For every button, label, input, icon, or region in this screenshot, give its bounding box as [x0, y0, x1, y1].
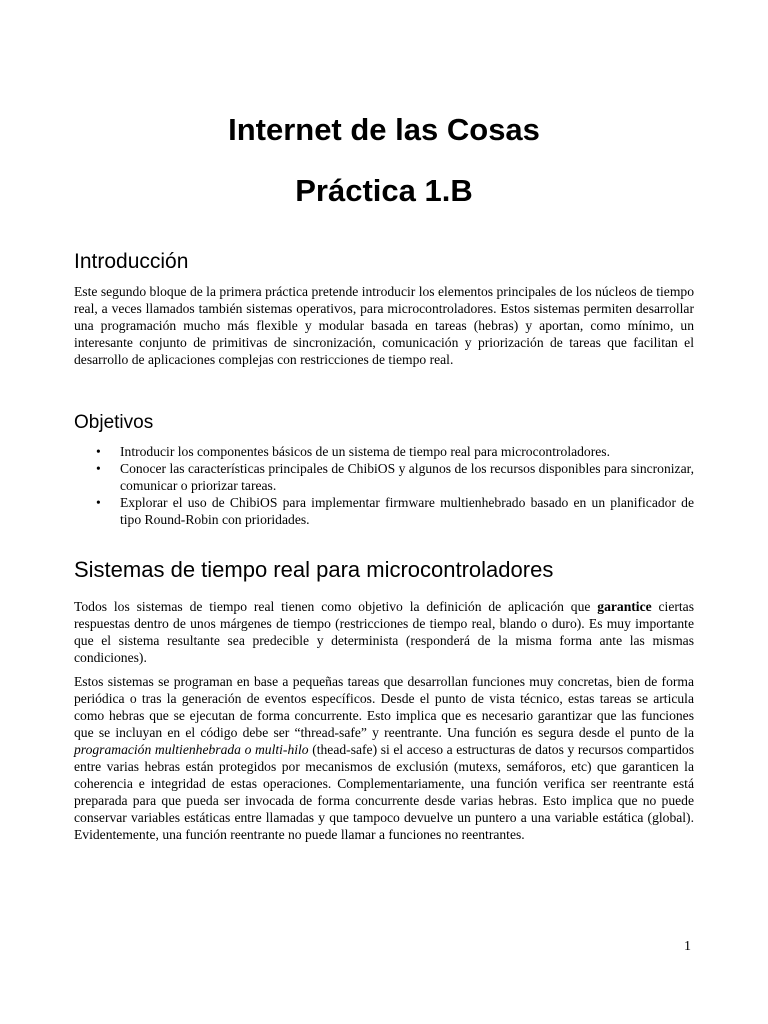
list-item-text: Explorar el uso de ChibiOS para implementar firmware multienhebrado basado en un planificador de tipo Round-Robin con prioridades.: [120, 495, 694, 527]
intro-section: [74, 283, 694, 375]
text-run: (thead-safe) si el acceso a estructuras de datos y recursos compartidos entre varias hebras están protegidos por mecanismos de exclusión (mutexs, semáforos, etc) que garanticen la coherencia e integridad de estas operaciones. Complementariamente, una función verifica ser reentrante está preparada para que pueda ser invocada de forma concurrente desde varias hebras. Esto implica que no puede conservar variables estáticas entre llamadas y que tampoco devuelve un puntero a una variable estática (global). Evidentemente, una función reentrante no puede llamar a funciones no reentrantes.: [74, 742, 694, 842]
intro-paragraph: Este segundo bloque de la primera práctica pretende introducir los elementos principales de los núcleos de tiempo real, a veces llamados también sistemas operativos, para microcontroladores. Estos sistemas permiten desarrollar una programación mucho más flexible y modular basada en tareas (hebras) y aportan, como mínimo, un interesante conjunto de primitivas de sincronización, comunicación y priorización de tareas que facilitan el desarrollo de aplicaciones complejas con restricciones de tiempo real.: [74, 284, 694, 367]
list-item: [74, 494, 694, 528]
text-run: ciertas respuestas dentro de unos márgenes de tiempo (restricciones de tiempo real, blando o duro). Es muy importante que el sistema resultante sea predecible y determinista (responderá de la misma forma ante las mismas condiciones).: [74, 599, 694, 665]
objectives-section: [74, 443, 694, 528]
rtos-paragraph-2: [74, 673, 694, 843]
text-run: Estos sistemas se programan en base a pequeñas tareas que desarrollan funciones muy concretas, bien de forma periódica o tras la generación de eventos específicos. Desde el punto de vista técnico, estas tareas se articula como hebras que se ejecutan de forma concurrente. Esto implica que es necesario garantizar que las funciones que se incluyan en el código debe ser “thread-safe” y reentrante. Una función es segura desde el punto de la: [74, 674, 694, 740]
bullet-icon: •: [96, 461, 101, 476]
document-title: Internet de las Cosas: [228, 112, 540, 147]
list-item-text: Conocer las características principales de ChibiOS y algunos de los recursos disponibles para sincronizar, comunicar o priorizar tareas.: [120, 461, 695, 493]
text-run: Todos los sistemas de tiempo real tienen como objetivo la definición de aplicación que: [74, 599, 598, 614]
heading-objetivos: Objetivos: [74, 412, 154, 433]
rtos-section: [74, 598, 694, 850]
bullet-icon: •: [96, 444, 101, 459]
list-item: [74, 460, 694, 494]
heading-introduccion: Introducción: [74, 250, 189, 273]
objectives-list: [74, 443, 694, 528]
heading-sistemas-tiempo-real: Sistemas de tiempo real para microcontroladores: [74, 557, 554, 582]
bold-term: garantice: [597, 599, 652, 614]
rtos-paragraph-1: [74, 598, 694, 666]
list-item: [74, 443, 694, 460]
bullet-icon: •: [96, 495, 101, 510]
italic-term: programación multienhebrada o multi-hilo: [74, 742, 309, 757]
document-subtitle: Práctica 1.B: [295, 173, 473, 208]
page-number: 1: [684, 939, 691, 954]
list-item-text: Introducir los componentes básicos de un sistema de tiempo real para microcontroladores.: [120, 444, 610, 459]
